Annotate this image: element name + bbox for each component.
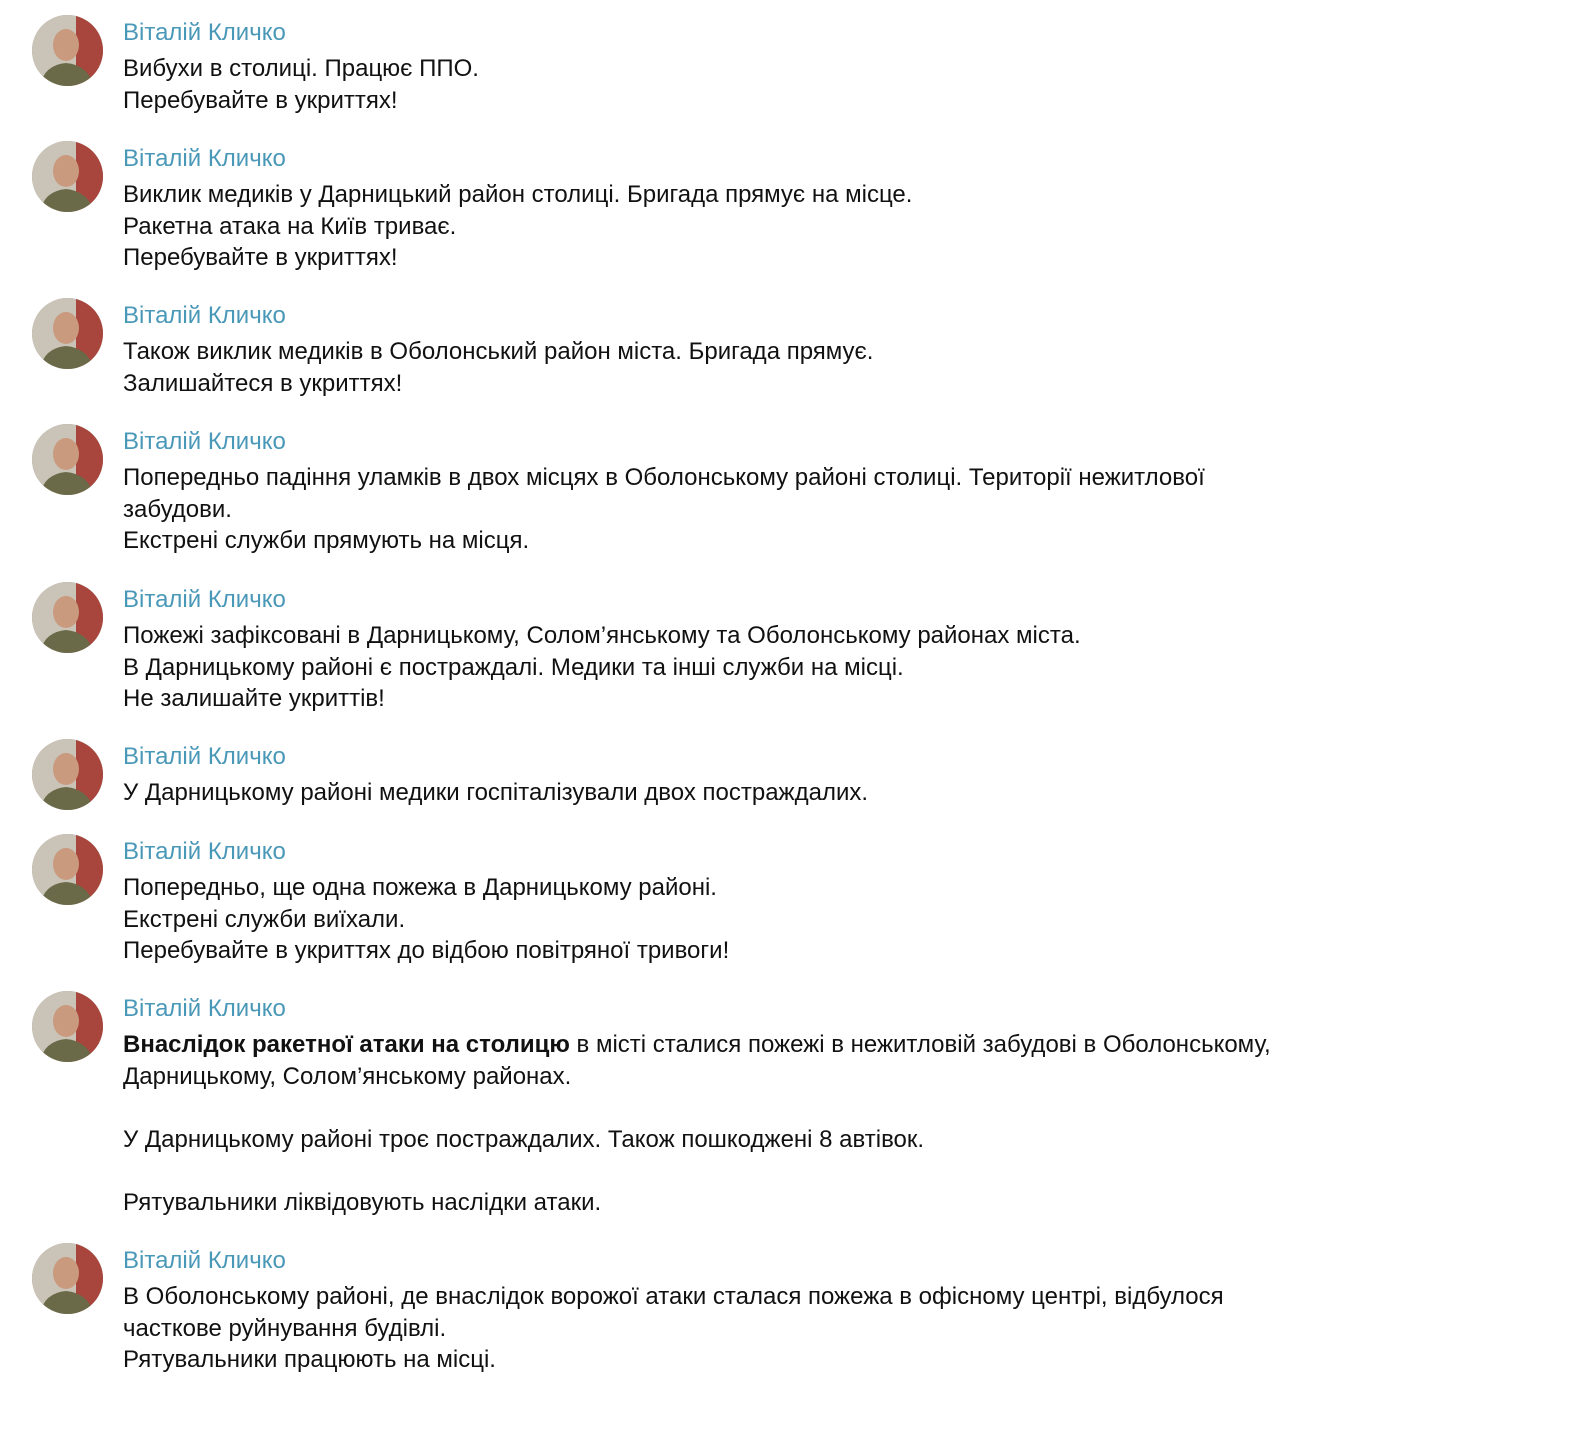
avatar-photo-icon: [32, 298, 103, 369]
avatar-photo-icon: [32, 739, 103, 810]
sender-name[interactable]: Віталій Кличко: [123, 586, 286, 613]
avatar[interactable]: [32, 739, 103, 810]
avatar[interactable]: [32, 424, 103, 495]
sender-name[interactable]: Віталій Кличко: [123, 19, 286, 46]
message-line: [123, 1155, 1443, 1187]
avatar-photo-icon: [32, 582, 103, 653]
avatar-photo-icon: [32, 834, 103, 905]
message-line: часткове руйнування будівлі.: [123, 1314, 447, 1342]
message-line: Залишайтеся в укриттях!: [123, 369, 403, 397]
message-line: Перебувайте в укриттях до відбою повітряної тривоги!: [123, 937, 730, 964]
message-line: Виклик медиків у Дарницький район столиці. Бригада прямує на місце.: [123, 181, 913, 208]
message-text: [123, 336, 1443, 399]
sender-name[interactable]: Віталій Кличко: [123, 743, 286, 770]
message-text: [123, 872, 1443, 967]
message-line: Вибухи в столиці. Працює ППО.: [123, 55, 479, 82]
message-line: [123, 1092, 1443, 1124]
sender-name[interactable]: Віталій Кличко: [123, 1247, 286, 1274]
avatar-photo-icon: [32, 1243, 103, 1314]
avatar[interactable]: [32, 991, 103, 1062]
sender-name[interactable]: Віталій Кличко: [123, 428, 286, 455]
message-line: Екстрені служби прямують на місця.: [123, 527, 530, 554]
avatar[interactable]: [32, 834, 103, 905]
message-line: Рятувальники ліквідовують наслідки атаки.: [123, 1188, 602, 1216]
message-line: В Дарницькому районі є постраждалі. Медики та інші служби на місці.: [123, 653, 904, 681]
message-line: Дарницькому, Солом’янському районах.: [123, 1062, 572, 1090]
message-line: Пожежі зафіксовані в Дарницькому, Солом’янському та Оболонському районах міста.: [123, 622, 1081, 649]
avatar-photo-icon: [32, 424, 103, 495]
message-text: [123, 53, 1443, 116]
avatar[interactable]: [32, 15, 103, 86]
avatar-photo-icon: [32, 141, 103, 212]
message-line: Не залишайте укриттів!: [123, 685, 385, 712]
avatar[interactable]: [32, 1243, 103, 1314]
message-text: [123, 1281, 1443, 1376]
message-line: Попередньо, ще одна пожежа в Дарницькому районі.: [123, 874, 717, 901]
message-text: [123, 1029, 1443, 1218]
message-line: Перебувайте в укриттях!: [123, 86, 398, 114]
message-line: Також виклик медиків в Оболонський район міста. Бригада прямує.: [123, 338, 874, 365]
message-line: У Дарницькому районі медики госпіталізували двох постраждалих.: [123, 779, 869, 806]
message-line: Перебувайте в укриттях!: [123, 244, 398, 271]
avatar-photo-icon: [32, 991, 103, 1062]
message-text: [123, 620, 1443, 715]
avatar[interactable]: [32, 141, 103, 212]
sender-name[interactable]: Віталій Кличко: [123, 302, 286, 329]
sender-name[interactable]: Віталій Кличко: [123, 145, 286, 172]
sender-name[interactable]: Віталій Кличко: [123, 995, 286, 1022]
message-line: У Дарницькому районі троє постраждалих. Також пошкоджені 8 автівок.: [123, 1125, 925, 1153]
avatar[interactable]: [32, 582, 103, 653]
message-line: Рятувальники працюють на місці.: [123, 1346, 496, 1373]
message-line: Попередньо падіння уламків в двох місцях в Оболонському районі столиці. Території нежитлової: [123, 464, 1205, 491]
sender-name[interactable]: Віталій Кличко: [123, 838, 286, 865]
message-text: [123, 462, 1443, 557]
lead-rest-text: в місті сталися пожежі в нежитловій забудові в Оболонському,: [569, 1031, 1271, 1058]
avatar[interactable]: [32, 298, 103, 369]
avatar-photo-icon: [32, 15, 103, 86]
message-line: забудови.: [123, 495, 232, 523]
message-text: [123, 179, 1443, 274]
bold-lead-text: Внаслідок ракетної атаки на столицю: [123, 1031, 570, 1058]
message-line: В Оболонському районі, де внаслідок ворожої атаки сталася пожежа в офісному центрі, відбулося: [123, 1283, 1224, 1310]
message-line: Ракетна атака на Київ триває.: [123, 212, 457, 240]
message-line: Екстрені служби виїхали.: [123, 905, 406, 933]
message-text: [123, 777, 1443, 809]
message-line: [123, 1029, 1443, 1061]
